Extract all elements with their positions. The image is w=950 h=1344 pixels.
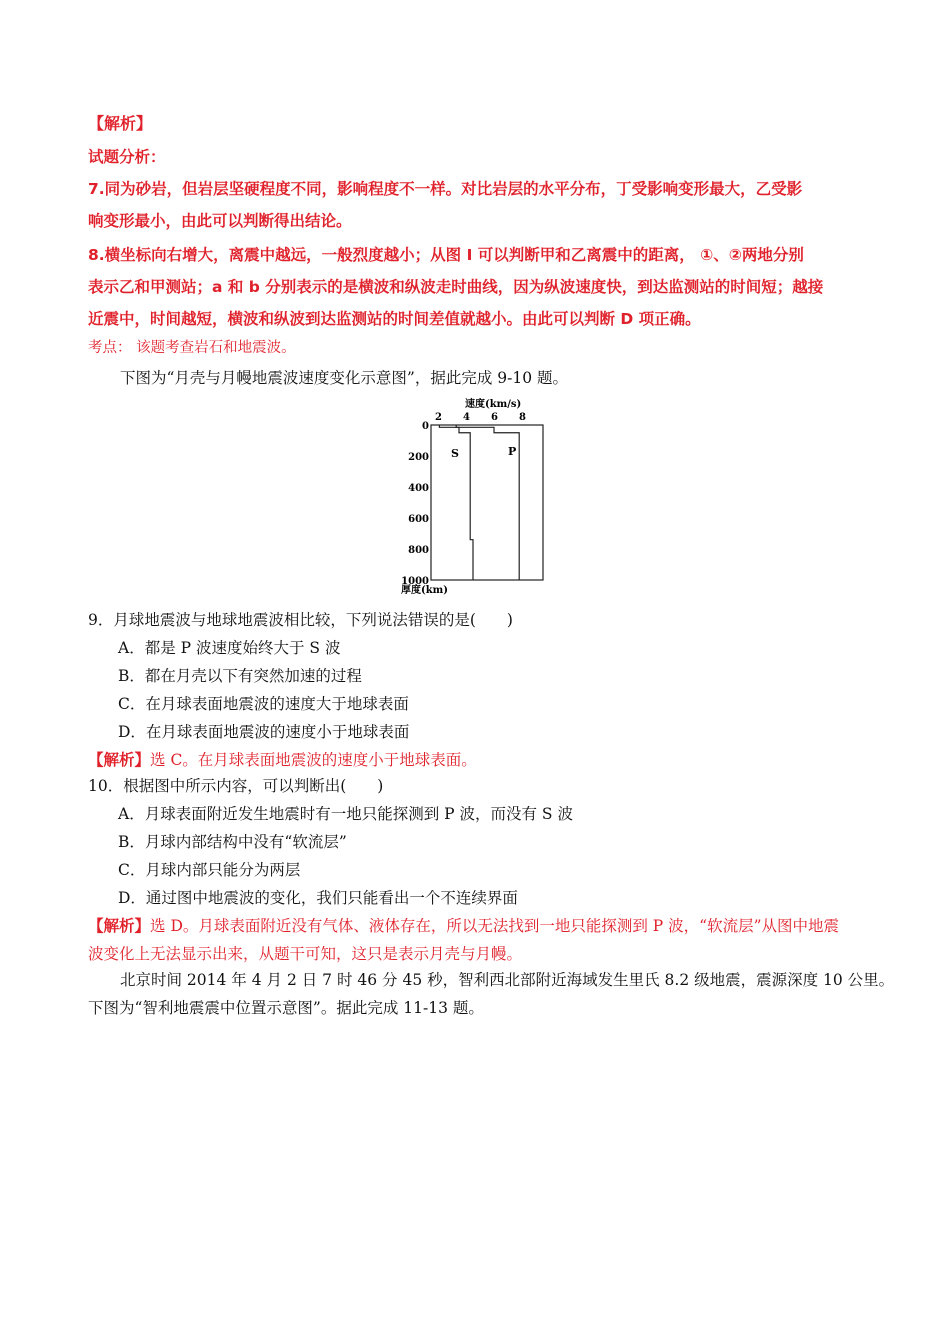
- analysis-q8-line3: 近震中，时间越短，横波和纵波到达监测站的时间差值就越小。由此可以判断 D 项正确。: [88, 310, 701, 328]
- q10-option-d: D．通过图中地震波的变化，我们只能看出一个不连续界面: [118, 889, 518, 907]
- x-tick-label: 2: [435, 412, 442, 423]
- analysis-subheading: 试题分析：: [88, 148, 166, 166]
- x-tick-label: 6: [491, 412, 498, 423]
- analysis-heading: 【解析】: [88, 114, 153, 133]
- y-tick-label: 0: [422, 421, 429, 432]
- y-tick-label: 200: [408, 452, 429, 463]
- q9-answer: [88, 746, 878, 774]
- kaodian: [88, 338, 878, 358]
- q10-answer-line2: 波变化上无法显示出来，从题干可知，这只是表示月壳与月幔。: [88, 945, 523, 963]
- q9-option-a: A．都是 P 波速度始终大于 S 波: [118, 639, 341, 657]
- y-tick-label: 800: [408, 545, 429, 556]
- x-tick-label: 8: [519, 412, 526, 423]
- q9-option-d: D．在月球表面地震波的速度小于地球表面: [118, 723, 410, 741]
- question-9: [88, 606, 878, 774]
- analysis-q7: [88, 173, 878, 237]
- series-label-p: P: [508, 445, 517, 458]
- wave-speed-chart: [395, 395, 555, 600]
- q10-option-a: A．月球表面附近发生地震时有一地只能探测到 P 波，而没有 S 波: [118, 805, 573, 823]
- analysis-q7-line2: 响变形最小，由此可以判断得出结论。: [88, 212, 352, 230]
- intro-11-13: [88, 966, 895, 1022]
- intro-11-13-line1: 北京时间 2014 年 4 月 2 日 7 时 46 分 45 秒，智利西北部附近海域发生里氏 8.2 级地震，震源深度 10 公里。: [120, 971, 895, 989]
- y-tick-label: 400: [408, 483, 429, 494]
- q9-answer-label: 【解析】: [88, 750, 151, 769]
- y-tick-label: 600: [408, 514, 429, 525]
- q9-option-c: C．在月球表面地震波的速度大于地球表面: [118, 695, 409, 713]
- analysis-q8-line1: 8.横坐标向右增大，离震中越远，一般烈度越小；从图 I 可以判断甲和乙离震中的距离， ①、②两地分别: [88, 246, 804, 264]
- question-10: [88, 772, 878, 968]
- q9-answer-text: 选 C。在月球表面地震波的速度小于地球表面。: [150, 751, 477, 769]
- analysis-q7-line1: 7.同为砂岩，但岩层坚硬程度不同，影响程度不一样。对比岩层的水平分布，丁受影响变形最大，乙受影: [88, 180, 803, 198]
- q10-option-c: C．月球内部只能分为两层: [118, 861, 301, 879]
- analysis-section: [88, 114, 878, 134]
- q9-option-b: B．都在月壳以下有突然加速的过程: [118, 667, 362, 685]
- analysis-q8-line2: 表示乙和甲测站；a 和 b 分别表示的是横波和纵波走时曲线，因为纵波速度快，到达监测站的时间短；越接: [88, 278, 824, 296]
- intro-9-10-text: 下图为“月壳与月幔地震波速度变化示意图”，据此完成 9-10 题。: [120, 369, 569, 387]
- chart-y-ticks: [401, 421, 429, 587]
- chart-ylabel: 厚度(km): [401, 585, 448, 596]
- q10-answer-label: 【解析】: [88, 916, 151, 935]
- analysis-q8: [88, 239, 878, 335]
- chart-frame: [431, 425, 543, 580]
- q10-option-b: B．月球内部结构中没有“软流层”: [118, 833, 347, 851]
- q10-answer-line1: [88, 912, 878, 940]
- q9-stem: 9．月球地震波与地球地震波相比较，下列说法错误的是( ): [88, 611, 513, 629]
- analysis-subheading-wrap: [88, 147, 878, 167]
- y-tick-label: 1000: [401, 576, 429, 587]
- q10-answer-text: 选 D。月球表面附近没有气体、液体存在，所以无法找到一地只能探测到 P 波，“软流层”从图中地震: [150, 917, 840, 935]
- intro-9-10: [88, 368, 878, 388]
- chart-xlabel: 速度(km/s): [465, 399, 522, 410]
- q10-stem: 10．根据图中所示内容，可以判断出( ): [88, 777, 384, 795]
- series-label-s: S: [451, 447, 459, 460]
- chart-x-ticks: [435, 412, 526, 423]
- kaodian-text: 考点： 该题考查岩石和地震波。: [88, 340, 296, 356]
- x-tick-label: 4: [463, 412, 470, 423]
- intro-11-13-line2: 下图为“智利地震震中位置示意图”。据此完成 11-13 题。: [88, 999, 484, 1017]
